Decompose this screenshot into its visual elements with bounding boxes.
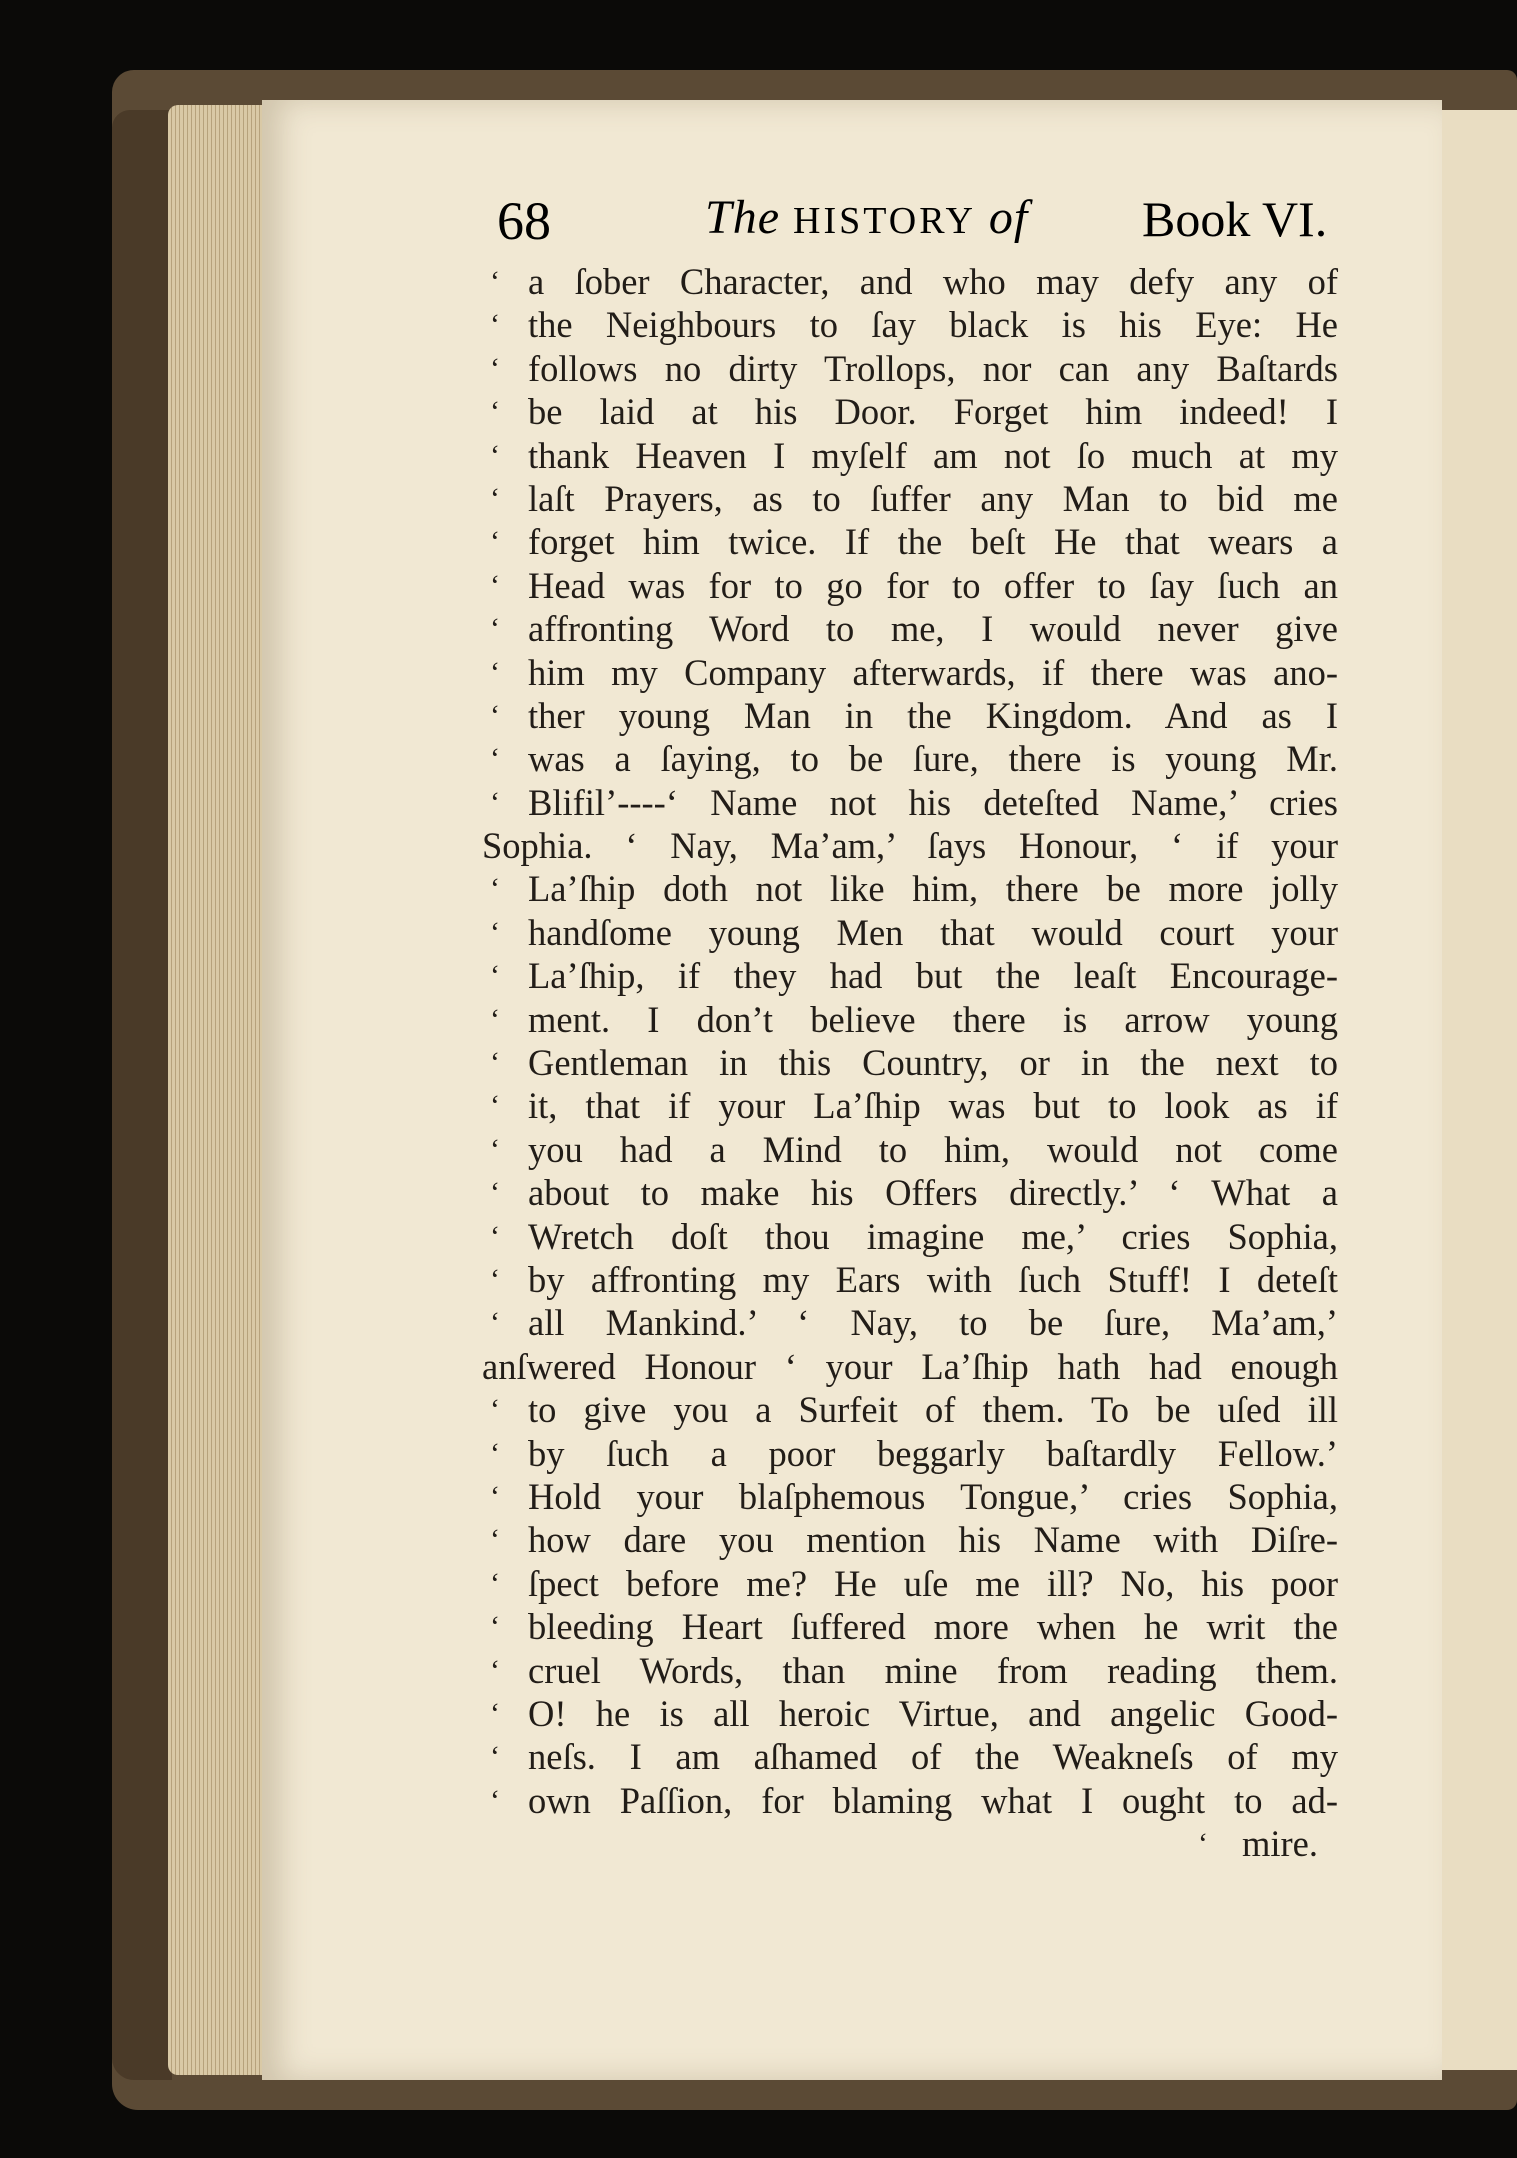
line-text: La’ſhip doth not like him, there be more jolly xyxy=(528,868,1338,910)
text-line xyxy=(478,1084,1338,1127)
quote-mark: ‘ xyxy=(1198,1827,1208,1861)
quote-mark: ‘ xyxy=(490,265,500,298)
quote-mark: ‘ xyxy=(490,1479,500,1513)
line-text: was a ſaying, to be ſure, there is young Mr. xyxy=(528,738,1338,780)
line-text: Sophia. ‘ Nay, Ma’am,’ ſays Honour, ‘ if your xyxy=(482,825,1338,867)
book-label: Book VI. xyxy=(1142,191,1328,247)
text-line xyxy=(478,737,1338,780)
text-line xyxy=(478,564,1338,607)
text-line xyxy=(478,1258,1338,1301)
body-text xyxy=(478,260,1338,1865)
facing-page-edge xyxy=(1438,110,1517,2070)
line-text: by ſuch a poor beggarly baſtardly Fellow.’ xyxy=(528,1432,1338,1474)
line-text: about to make his Offers directly.’ ‘ What a xyxy=(528,1172,1338,1214)
quote-mark: ‘ xyxy=(490,1046,500,1080)
quote-mark: ‘ xyxy=(490,1219,500,1253)
line-text: Hold your blaſphemous Tongue,’ cries Sophia, xyxy=(528,1475,1338,1517)
quote-mark: ‘ xyxy=(490,1696,500,1730)
running-title-prefix: The xyxy=(705,191,780,244)
text-line xyxy=(478,303,1338,346)
text-line xyxy=(478,694,1338,737)
line-text: a ſober Character, and who may defy any of xyxy=(528,261,1338,302)
quote-mark: ‘ xyxy=(490,1783,500,1817)
text-line xyxy=(478,1692,1338,1735)
page-edges xyxy=(168,105,268,2075)
quote-mark: ‘ xyxy=(490,872,500,906)
quote-mark: ‘ xyxy=(490,785,500,819)
quote-mark: ‘ xyxy=(490,1089,500,1123)
line-text: Blifil’----‘ Name not his deteſted Name,’ cries xyxy=(528,781,1338,823)
text-line xyxy=(478,867,1338,910)
quote-mark: ‘ xyxy=(490,1176,500,1210)
line-text: forget him twice. If the beſt He that wears a xyxy=(528,521,1338,563)
line-text: own Paſſion, for blaming what I ought to ad- xyxy=(528,1779,1338,1821)
quote-mark: ‘ xyxy=(490,1610,500,1644)
book-spine xyxy=(112,110,172,2080)
text-line xyxy=(478,824,1338,867)
line-text: neſs. I am aſhamed of the Weakneſs of my xyxy=(528,1736,1338,1778)
text-line xyxy=(478,347,1338,390)
line-text: ſpect before me? He uſe me ill? No, his poor xyxy=(528,1562,1338,1604)
text-line xyxy=(478,1562,1338,1605)
text-line xyxy=(478,1649,1338,1692)
running-title-main: HISTORY xyxy=(793,200,976,242)
quote-mark: ‘ xyxy=(490,1393,500,1427)
text-line xyxy=(478,1605,1338,1648)
line-text: ment. I don’t believe there is arrow young xyxy=(528,998,1338,1040)
quote-mark: ‘ xyxy=(490,655,500,689)
text-line xyxy=(478,781,1338,824)
text-line xyxy=(478,998,1338,1041)
text-line xyxy=(478,1518,1338,1561)
line-text: the Neighbours to ſay black is his Eye: He xyxy=(528,304,1338,346)
quote-mark: ‘ xyxy=(490,1566,500,1600)
text-line xyxy=(478,954,1338,997)
text-line xyxy=(478,911,1338,954)
quote-mark: ‘ xyxy=(490,612,500,646)
quote-mark: ‘ xyxy=(490,1262,500,1296)
text-line xyxy=(478,1779,1338,1822)
line-text: to give you a Surfeit of them. To be uſed ill xyxy=(528,1389,1338,1431)
page-number: 68 xyxy=(497,191,551,251)
text-line xyxy=(478,1735,1338,1778)
quote-mark: ‘ xyxy=(490,481,500,515)
line-text: O! he is all heroic Virtue, and angelic Good- xyxy=(528,1692,1338,1734)
quote-mark: ‘ xyxy=(490,1653,500,1687)
line-text: handſome young Men that would court your xyxy=(528,911,1338,953)
quote-mark: ‘ xyxy=(490,438,500,472)
line-text: how dare you mention his Name with Diſre- xyxy=(528,1519,1338,1561)
line-text: anſwered Honour ‘ your La’ſhip hath had enough xyxy=(482,1345,1338,1387)
text-line xyxy=(478,1215,1338,1258)
text-line xyxy=(478,1128,1338,1171)
quote-mark: ‘ xyxy=(490,1740,500,1774)
quote-mark: ‘ xyxy=(490,915,500,949)
text-line xyxy=(478,1822,1338,1865)
text-line xyxy=(478,477,1338,520)
line-text: all Mankind.’ ‘ Nay, to be ſure, Ma’am,’ xyxy=(528,1302,1338,1344)
text-line xyxy=(478,434,1338,477)
quote-mark: ‘ xyxy=(490,1523,500,1557)
text-line xyxy=(478,1475,1338,1518)
line-text: laſt Prayers, as to ſuffer any Man to bid me xyxy=(528,477,1338,519)
text-line xyxy=(478,651,1338,694)
quote-mark: ‘ xyxy=(490,742,500,776)
line-text: it, that if your La’ſhip was but to look as if xyxy=(528,1085,1338,1127)
quote-mark: ‘ xyxy=(490,308,500,342)
running-title xyxy=(705,190,1028,245)
line-text: you had a Mind to him, would not come xyxy=(528,1128,1338,1170)
quote-mark: ‘ xyxy=(490,1306,500,1340)
line-text: affronting Word to me, I would never give xyxy=(528,608,1338,650)
text-line xyxy=(478,607,1338,650)
text-line xyxy=(478,390,1338,433)
text-line xyxy=(478,1345,1338,1388)
line-text: by affronting my Ears with ſuch Stuff! I deteſt xyxy=(528,1258,1338,1300)
line-text: Wretch doſt thou imagine me,’ cries Sophia, xyxy=(528,1215,1338,1257)
quote-mark: ‘ xyxy=(490,959,500,993)
text-line xyxy=(478,1388,1338,1431)
text-line xyxy=(478,520,1338,563)
line-text: Gentleman in this Country, or in the next to xyxy=(528,1042,1338,1084)
quote-mark: ‘ xyxy=(490,1002,500,1036)
line-text: him my Company afterwards, if there was ano- xyxy=(528,651,1338,693)
text-line xyxy=(478,1432,1338,1475)
line-text: bleeding Heart ſuffered more when he writ the xyxy=(528,1606,1338,1648)
quote-mark: ‘ xyxy=(490,698,500,732)
text-line xyxy=(478,1041,1338,1084)
quote-mark: ‘ xyxy=(490,525,500,559)
line-text: ther young Man in the Kingdom. And as I xyxy=(528,694,1338,736)
line-text: cruel Words, than mine from reading them. xyxy=(528,1649,1338,1691)
line-text: thank Heaven I myſelf am not ſo much at my xyxy=(528,434,1338,476)
quote-mark: ‘ xyxy=(490,1436,500,1470)
quote-mark: ‘ xyxy=(490,568,500,602)
line-text: be laid at his Door. Forget him indeed! I xyxy=(528,391,1338,433)
quote-mark: ‘ xyxy=(490,351,500,385)
quote-mark: ‘ xyxy=(490,1132,500,1166)
running-title-suffix: of xyxy=(988,191,1029,244)
line-text: Head was for to go for to offer to ſay ſuch an xyxy=(528,564,1338,606)
line-text: mire. xyxy=(1241,1823,1318,1865)
line-text: follows no dirty Trollops, nor can any Baſtards xyxy=(528,347,1338,389)
text-line xyxy=(478,1171,1338,1214)
text-line xyxy=(478,260,1338,303)
quote-mark: ‘ xyxy=(490,395,500,429)
text-line xyxy=(478,1301,1338,1344)
line-text: La’ſhip, if they had but the leaſt Encourage- xyxy=(528,955,1338,997)
